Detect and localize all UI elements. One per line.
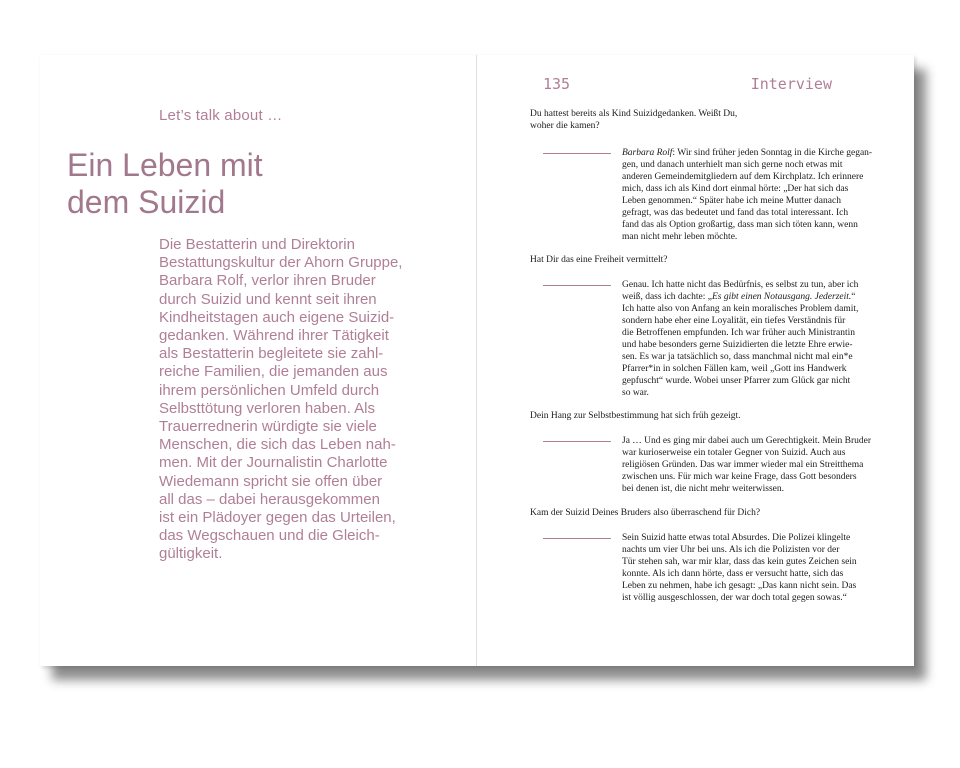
intro-line: gültigkeit.: [159, 545, 223, 563]
answer-rule: [543, 441, 611, 442]
intro-line: ist ein Plädoyer gegen das Urteilen,: [159, 509, 396, 527]
intro-line: Barbara Rolf, verlor ihren Bruder: [159, 272, 376, 290]
answer-line: Sein Suizid hatte etwas total Absurdes. Die Polizei klingelte: [622, 533, 851, 543]
answer-rule: [543, 538, 611, 539]
intro-line: Kindheitstagen auch eigene Suizid-: [159, 308, 395, 326]
answer-line: mich, dass ich als Kind dort einmal hörte: „Der hat sich das: [622, 184, 849, 194]
answer-line: Tür stehen sah, war mir klar, dass das kein gutes Zeichen sein: [622, 557, 857, 567]
answer-line: konnte. Als ich dann hörte, dass er versucht hatte, sich das: [622, 569, 844, 579]
intro-line: Selbsttötung verloren haben. Als: [159, 399, 375, 417]
speaker-name: Barbara Rolf: [622, 148, 673, 158]
intro-line: all das – dabei herausgekommen: [159, 490, 380, 508]
answer-line: religiösen Gründen. Das war immer wieder mal ein Streitthema: [622, 460, 864, 470]
answer-line: so war.: [622, 388, 649, 398]
question-line: woher die kamen?: [530, 121, 600, 131]
intro-line: durch Suizid und kennt seit ihren: [159, 290, 377, 308]
intro-line: ihrem persönlichen Umfeld durch: [159, 381, 380, 399]
answer-4: [622, 532, 857, 604]
answer-line: Genau. Ich hatte nicht das Bedürfnis, es selbst zu tun, aber ich: [622, 280, 859, 290]
answer-line: gen, und danach unterhielt man sich gerne noch etwas mit: [622, 160, 843, 170]
answer-line: sen. Es war ja tatsächlich so, dass manchmal nicht mal ein*e: [622, 352, 853, 362]
answer-line: [622, 291, 858, 303]
answer-line: war kurioserweise ein totaler Gegner von Suizid. Auch aus: [622, 448, 846, 458]
intro-line: gedanken. Während ihrer Tätigkeit: [159, 327, 389, 345]
answer-line: Leben zu nehmen, habe ich gesagt: „Das kann nicht sein. Das: [622, 581, 857, 591]
intro-line: reiche Familien, die jemanden aus: [159, 363, 388, 381]
answer-line: anderen Gemeindemitgliedern auf dem Kirchplatz. Ich erinnere: [622, 172, 864, 182]
answer-line: [622, 147, 872, 159]
answer-line: fand das als Option großartig, dass man sich töten kann, wenn: [622, 220, 858, 230]
answer-line: sondern habe eher eine Loyalität, ein tiefes Verständnis für: [622, 316, 846, 326]
answer-line: bei denen ist, die nicht mehr weiterwissen.: [622, 484, 784, 494]
question-line: Hat Dir das eine Freiheit vermittelt?: [530, 255, 668, 265]
answer-rule: [543, 285, 611, 286]
question-line: Dein Hang zur Selbstbestimmung hat sich früh gezeigt.: [530, 411, 741, 421]
answer-line: Pfarrer*in in solchen Fällen kam, weil „Gott ins Handwerk: [622, 364, 847, 374]
answer-line: ist völlig ausgeschlossen, der war doch total gegen sowas.“: [622, 593, 847, 603]
answer-line: Leben genommen.“ Später habe ich meine Mutter danach: [622, 196, 841, 206]
title-line: dem Suizid: [67, 184, 226, 220]
running-title: Interview: [750, 75, 832, 93]
quote-emphasis: Es gibt einen Notausgang. Jederzeit.: [711, 292, 852, 302]
intro-line: Bestattungskultur der Ahorn Gruppe,: [159, 254, 403, 272]
intro-line: Menschen, die sich das Leben nah-: [159, 436, 396, 454]
question-1: [530, 108, 737, 132]
kicker: Let’s talk about …: [159, 107, 283, 124]
answer-line: nachts um vier Uhr bei uns. Als ich die Polizisten vor der: [622, 545, 840, 555]
right-page: [477, 55, 914, 666]
intro-line: Die Bestatterin und Direktorin: [159, 236, 355, 253]
answer-line-end: “: [851, 292, 856, 302]
intro-line: Trauerrednerin würdigte sie viele: [159, 418, 377, 436]
title-line: Ein Leben mit: [67, 147, 263, 183]
page-number: 135: [543, 75, 571, 93]
question-4: [530, 507, 760, 519]
answer-line: man nicht mehr leben möchte.: [622, 232, 738, 242]
chapter-title: [67, 147, 263, 221]
intro-line: das Wegschauen und die Gleich-: [159, 527, 380, 545]
answer-line: und habe besonders gerne Suizidierten die letzte Ehre erwie-: [622, 340, 853, 350]
answer-line-rest: : Wir sind früher jeden Sonntag in die Kirche gegan-: [672, 148, 873, 158]
question-3: [530, 410, 741, 422]
question-line: Du hattest bereits als Kind Suizidgedanken. Weißt Du,: [530, 109, 738, 119]
question-2: [530, 254, 667, 266]
answer-2: [622, 279, 858, 399]
answer-line: gepfuscht“ wurde. Wobei unser Pfarrer zum Glück gar nicht: [622, 376, 851, 386]
intro-line: men. Mit der Journalistin Charlotte: [159, 454, 388, 472]
left-page: [40, 55, 477, 666]
answer-1: [622, 147, 872, 243]
answer-line-start: weiß, dass ich dachte: „: [622, 292, 712, 302]
answer-line: zwischen uns. Für mich war keine Frage, dass Gott besonders: [622, 472, 857, 482]
answer-line: die Betroffenen empfunden. Ich war früher auch Ministrantin: [622, 328, 856, 338]
answer-line: gefragt, was das bedeutet und fand das total interessant. Ich: [622, 208, 849, 218]
answer-line: Ja … Und es ging mir dabei auch um Gerechtigkeit. Mein Bruder: [622, 436, 872, 446]
answer-3: [622, 435, 871, 495]
answer-line: Ich hatte also von Anfang an kein moralisches Problem damit,: [622, 304, 859, 314]
book-spread: [40, 55, 914, 666]
intro-line: als Bestatterin begleitete sie zahl-: [159, 345, 384, 363]
answer-rule: [543, 153, 611, 154]
intro-line: Wiedemann spricht sie offen über: [159, 472, 383, 490]
intro-paragraph: [159, 236, 419, 564]
question-line: Kam der Suizid Deines Bruders also überraschend für Dich?: [530, 508, 761, 518]
